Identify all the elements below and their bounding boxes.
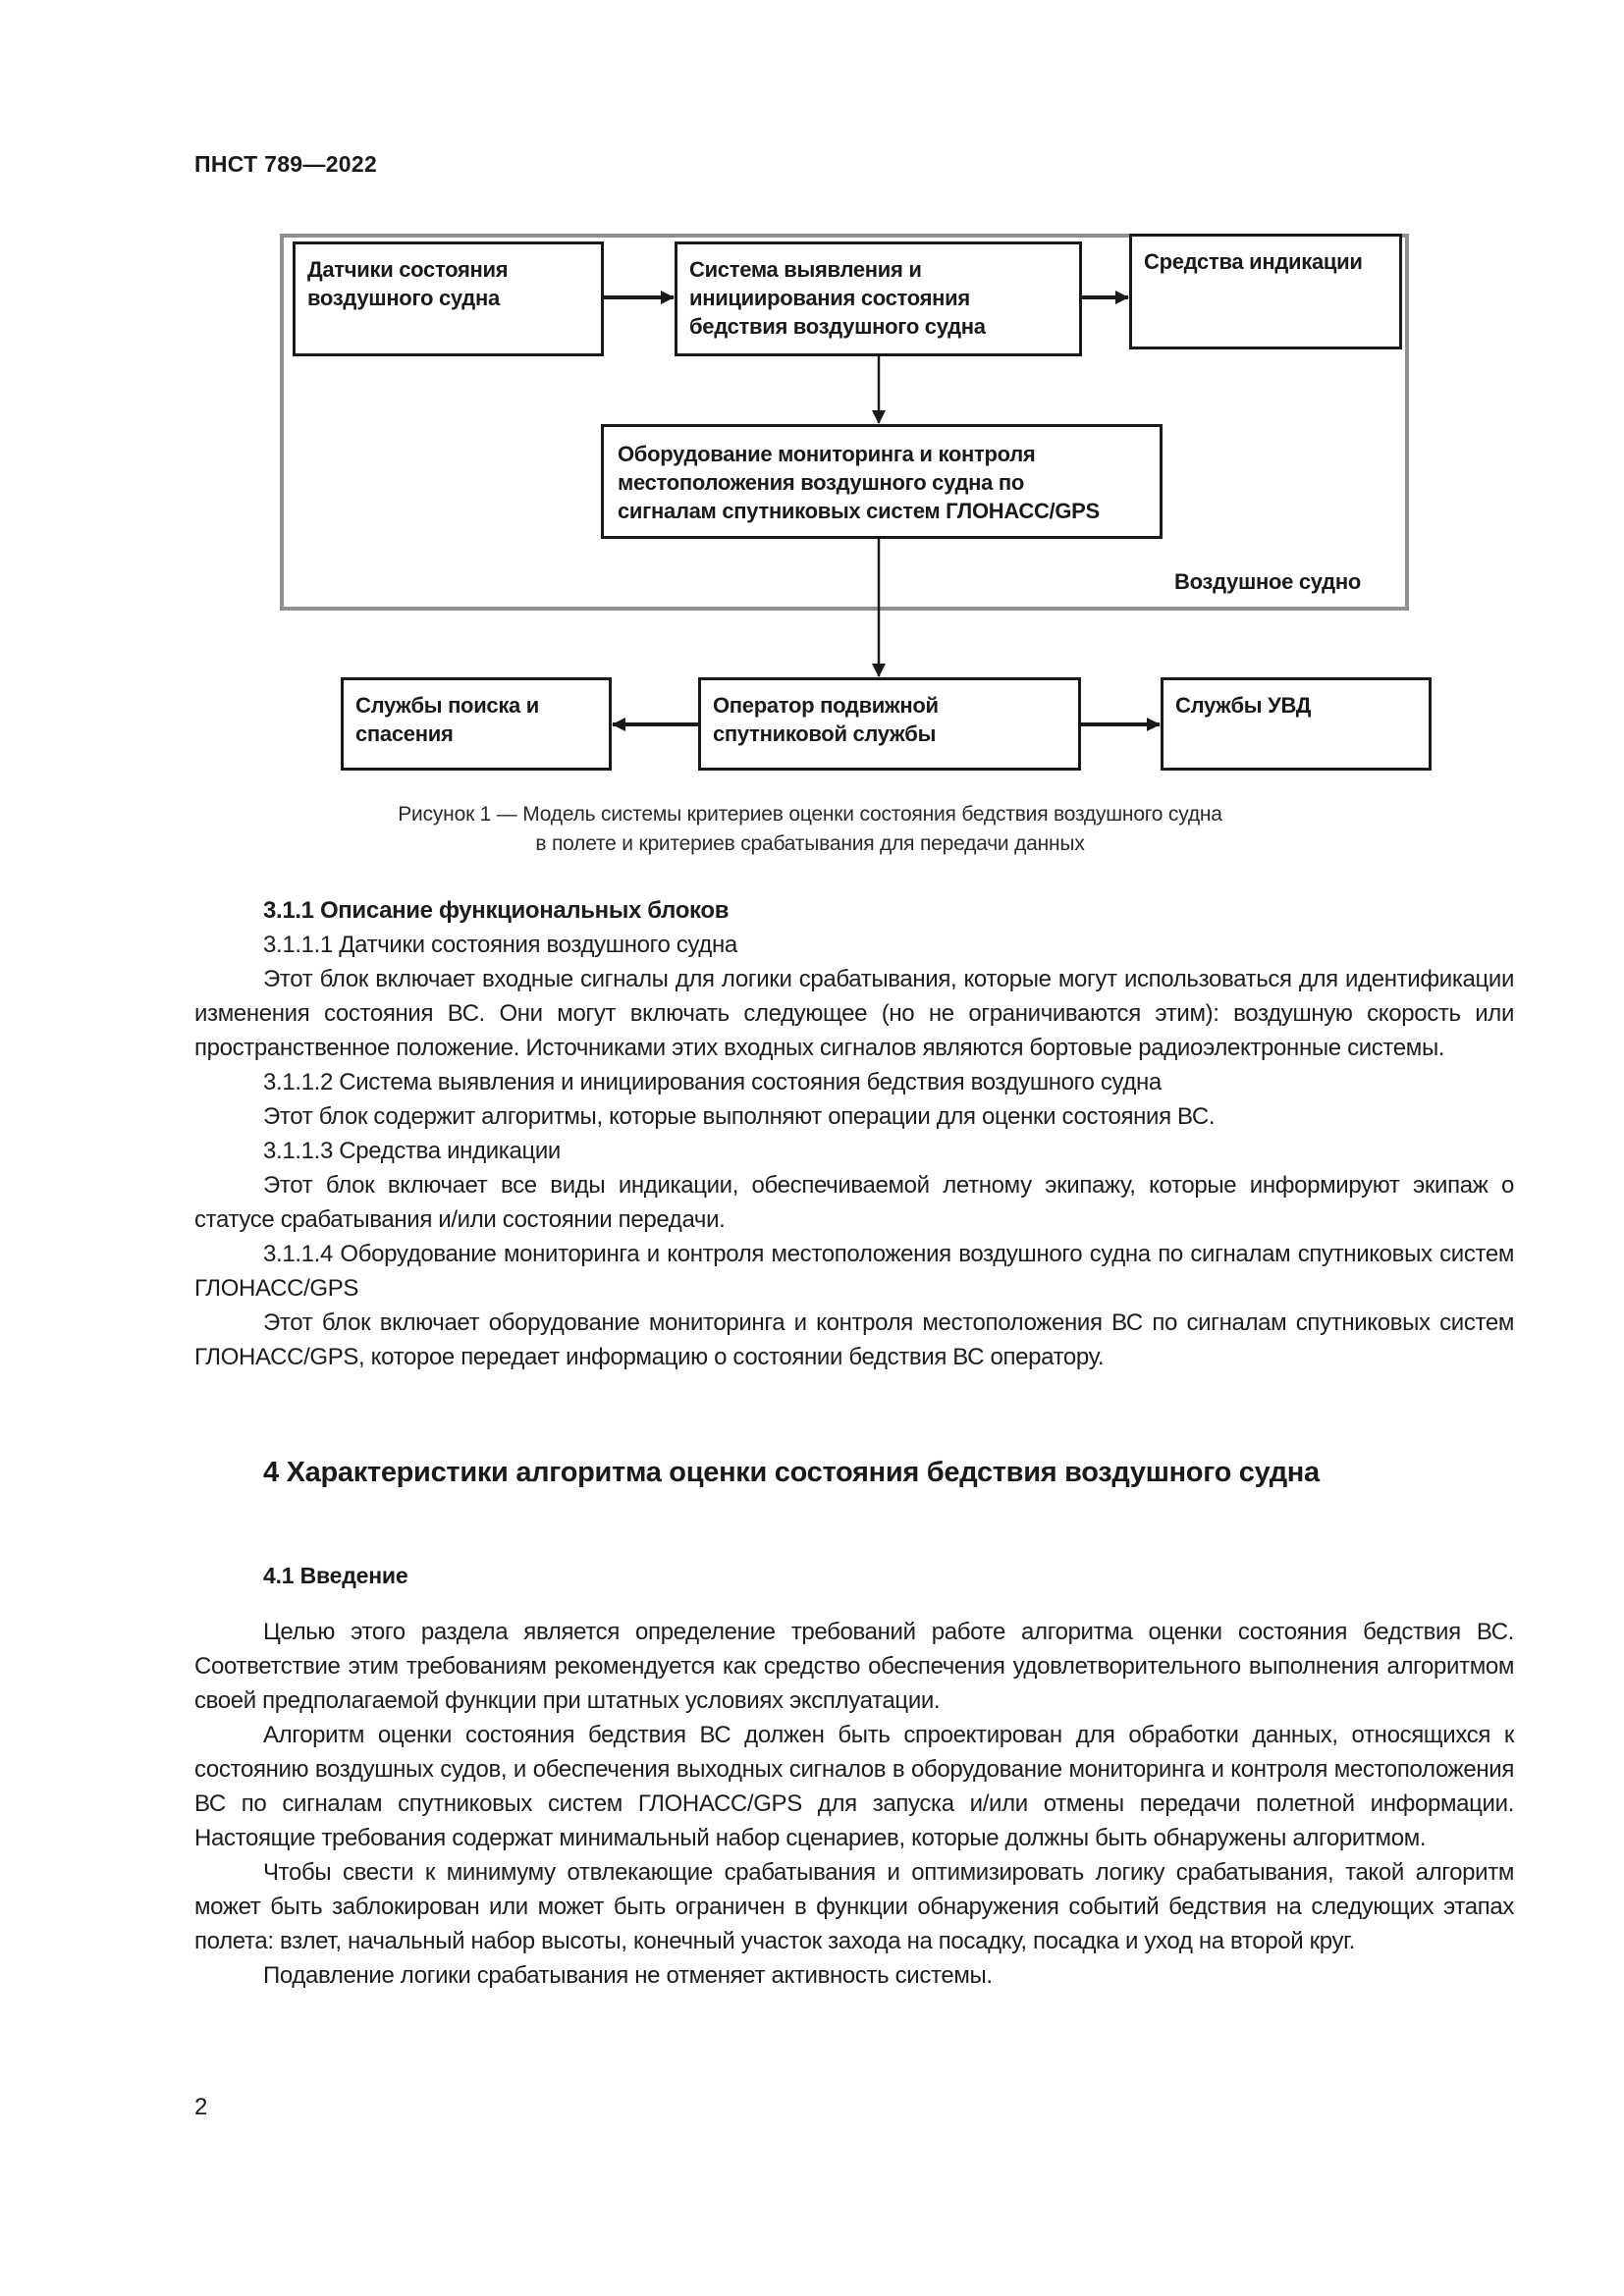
item-3-1-1-4-heading: 3.1.1.4 Оборудование мониторинга и контроля местоположения воздушного судна по сигналам спутниковых систем ГЛОНАСС/GPS [194,1241,1514,1302]
paragraph: Алгоритм оценки состояния бедствия ВС должен быть спроектирован для обработки данных, относящихся к состоянию воздушных судов, и обеспечения выходных сигналов в оборудование мониторинга и контроля местоположения ВС по сигналам спутниковых систем ГЛОНАСС/GPS для запуска и/или отмены передачи полетной информации. Настоящие требования содержат минимальный набор сценариев, которые должны быть обнаружены алгоритмом. [194,1722,1514,1851]
item-3-1-1-1-heading: 3.1.1.1 Датчики состояния воздушного судна [263,932,737,958]
item-3-1-1-2-text: Этот блок содержит алгоритмы, которые выполняют операции для оценки состояния ВС. [263,1103,1216,1130]
caption-line: в полете и критериев срабатывания для передачи данных [535,832,1085,855]
section-4-title: 4 Характеристики алгоритма оценки состояния бедствия воздушного судна [263,1457,1320,1488]
paragraph: Подавление логики срабатывания не отменяет активность системы. [263,1962,993,1989]
paragraph: Чтобы свести к минимуму отвлекающие срабатывания и оптимизировать логику срабатывания, такой алгоритм может быть заблокирован или может быть ограничен в функции обнаружения событий бедствия на следующих этапах полета: взлет, начальный набор высоты, конечный участок захода на посадку, посадка и уход на второй круг. [194,1859,1514,1954]
diagram-arrows [0,0,1624,883]
page-number: 2 [194,2094,208,2120]
block-text-line: Система выявления и [689,257,922,282]
section-3-1-1 [194,893,1514,1374]
item-3-1-1-4-text: Этот блок включает оборудование мониторинга и контроля местоположения ВС по сигналам спутниковых систем ГЛОНАСС/GPS, которое передает информацию о состоянии бедствия ВС оператору. [194,1309,1514,1370]
paragraph: Целью этого раздела является определение требований работе алгоритма оценки состояния бедствия ВС. Соответствие этим требованиям рекомендуется как средство обеспечения удовлетворительного выполнения алгоритмом своей предполагаемой функции при штатных условиях эксплуатации. [194,1619,1514,1714]
caption-line: Рисунок 1 — Модель системы критериев оценки состояния бедствия воздушного судна [398,803,1222,826]
block-text-line: Оборудование мониторинга и контроля [618,442,1036,466]
block-text-line: местоположения воздушного судна по [618,470,1025,495]
item-3-1-1-2-heading: 3.1.1.2 Система выявления и инициирования состояния бедствия воздушного судна [263,1069,1162,1095]
figure-1-diagram [0,0,1624,883]
block-text-line: спутниковой службы [713,721,937,746]
block-text-line: спасения [355,721,454,746]
block-text-line: сигналам спутниковых систем ГЛОНАСС/GPS [618,499,1100,523]
block-text-line: Средства индикации [1144,249,1363,274]
block-text-line: Службы поиска и [355,693,540,718]
block-text-line: Оператор подвижной [713,693,939,718]
item-3-1-1-1-text: Этот блок включает входные сигналы для логики срабатывания, которые могут использоваться для идентификации изменения состояния ВС. Они могут включать следующее (но не ограничиваются этим): воздушную скорость или пространственное положение. Источниками этих входных сигналов являются бортовые радиоэлектронные системы. [194,966,1514,1061]
item-3-1-1-3-text: Этот блок включает все виды индикации, обеспечиваемой летному экипажу, которые информируют экипаж о статусе срабатывания и/или состоянии передачи. [194,1172,1514,1233]
figure-caption [295,800,1326,859]
item-3-1-1-3-heading: 3.1.1.3 Средства индикации [263,1138,561,1164]
section-4-1-title: 4.1 Введение [263,1563,408,1588]
section-4-1-body [194,1615,1514,1993]
block-text-line: бедствия воздушного судна [689,314,986,339]
block-text-line: Службы УВД [1175,693,1312,718]
block-text-line: инициирования состояния [689,286,970,310]
block-text-line: воздушного судна [307,286,500,310]
document-code: ПНСТ 789—2022 [194,151,378,177]
section-3-1-1-title: 3.1.1 Описание функциональных блоков [263,897,730,924]
aircraft-boundary-label: Воздушное судно [1174,569,1361,594]
block-text-line: Датчики состояния [307,257,509,282]
